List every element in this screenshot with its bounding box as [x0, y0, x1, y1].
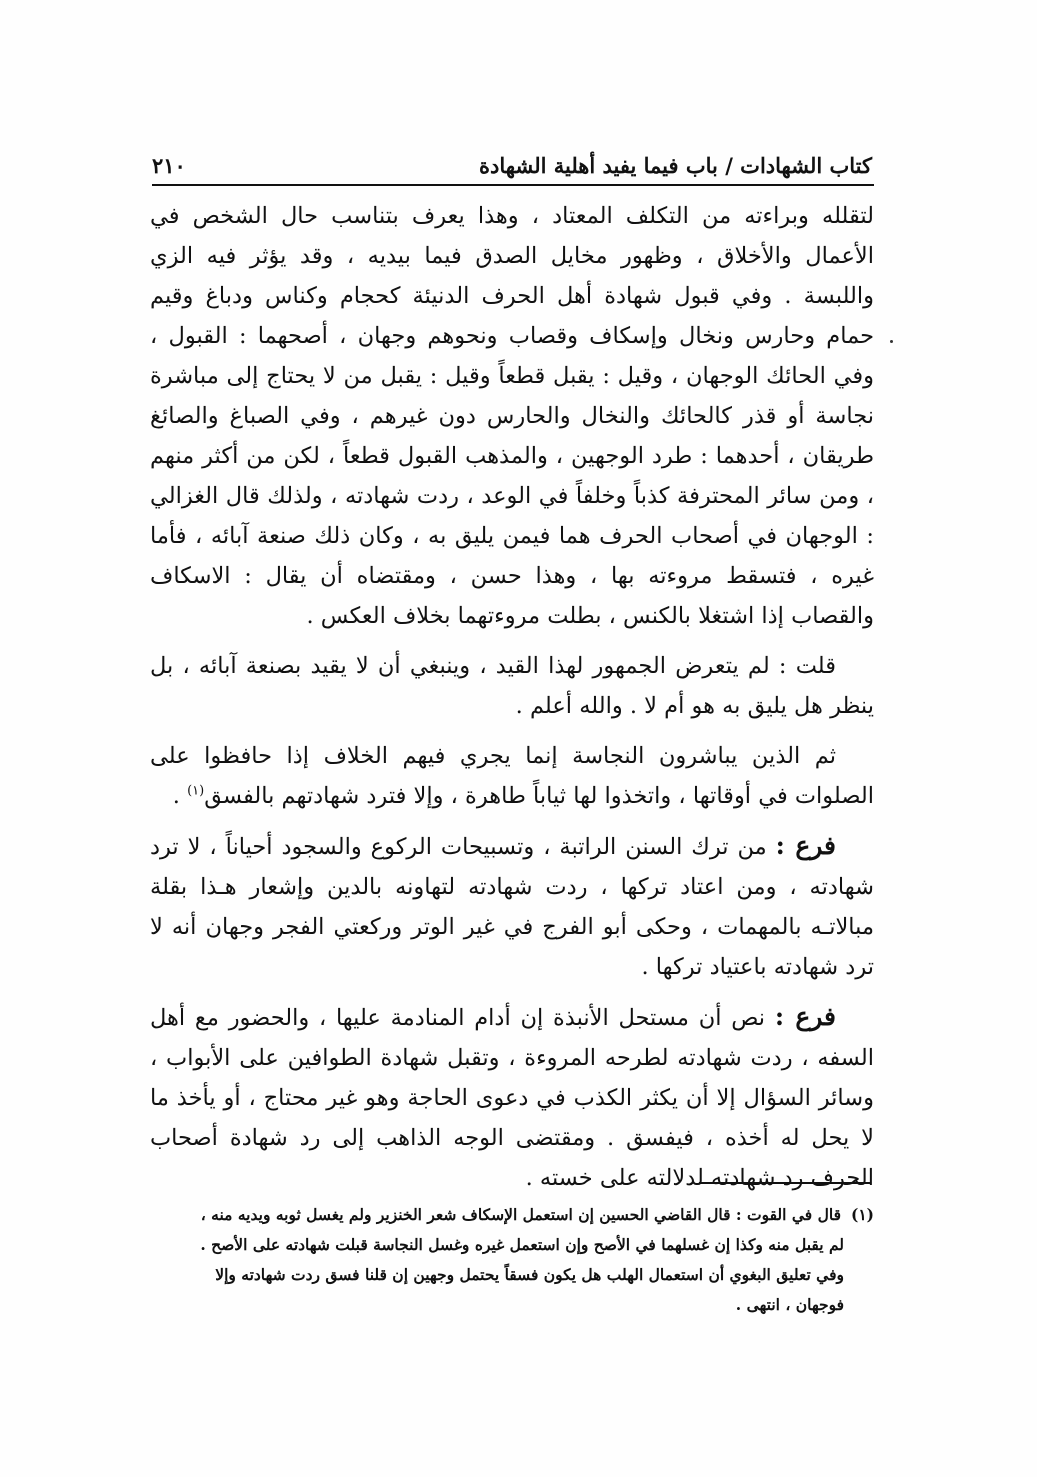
footnote-line-3: وفي تعليق البغوي أن استعمال الهلب هل يكون فسقاً يحتمل وجهين إن قلنا فسق ردت شهادته وإلا	[215, 1265, 844, 1284]
paragraph-1: لتقلله وبراءته من التكلف المعتاد ، وهذا يعرف بتناسب حال الشخص في الأعمال والأخلاق ، وظهور مخايل الصدق فيما بيديه ، وقد يؤثر فيه الزي واللبسة . وفي قبول شهادة أهل الحرف الدنيئة كحجام وكناس ودباغ وقيم حمام وحارس ونخال وإسكاف وقصاب ونحوهم وجهان ، أصحهما : القبول ، وفي الحائك الوجهان ، وقيل : يقبل قطعاً وقيل : يقبل من لا يحتاج إلى مباشرة نجاسة أو قذر كالحائك والنخال والحارس دون غيرهم ، وفي الصباغ والصائغ طريقان ، أحدهما : طرد الوجهين ، والمذهب القبول قطعاً ، لكن من أكثر منهم ، ومن سائر المحترفة كذباً وخلفاً في الوعد ، ردت شهادته ، ولذلك قال الغزالي : الوجهان في أصحاب الحرف هما فيمن يليق به ، وكان ذلك صنعة آبائه ، فأما غيره ، فتسقط مروءته بها ، وهذا حسن ، ومقتضاه أن يقال : الاسكاف والقصاب إذا اشتغلا بالكنس ، بطلت مروءتهما بخلاف العكس .	[150, 203, 874, 629]
paragraph-4	[150, 826, 874, 987]
paragraph-2: قلت : لم يتعرض الجمهور لهذا القيد ، وينبغي أن لا يقيد بصنعة آبائه ، بل ينظر هل يليق به هو أم لا . والله أعلم .	[150, 653, 874, 719]
footnotes	[150, 1200, 874, 1320]
section-label-far: فرع :	[775, 831, 837, 860]
footnote-marker: (١)	[850, 1205, 874, 1224]
paragraph-5-text: نص أن مستحل الأنبذة إن أدام المنادمة عليها ، والحضور مع أهل السفه ، ردت شهادته لطرحه المروءة ، وتقبل شهادة الطوافين على الأبواب ، وسائر السؤال إلا أن يكثر الكذب في دعوى الحاجة وهو غير محتاج ، أو يأخذ ما لا يحل له أخذه ، فيفسق . ومقتضى الوجه الذاهب إلى رد شهادة أصحاب الحرف رد شهادته لدلالته على خسته .	[150, 1005, 874, 1191]
footnote-reference: (١)	[187, 783, 205, 799]
running-title: كتاب الشهادات / باب فيما يفيد أهلية الشهادة	[479, 153, 872, 178]
margin-mark	[890, 340, 893, 343]
main-text	[150, 196, 874, 1208]
paragraph-4-text: من ترك السنن الراتبة ، وتسبيحات الركوع والسجود أحياناً ، لا ترد شهادته ، ومن اعتاد تركها ، ردت شهادته لتهاونه بالدين وإشعار هـذا بقلة مبالاتـه بالمهمات ، وحكى أبو الفرج في غير الوتر وركعتي الفجر وجهان أنه لا ترد شهادته باعتياد تركها .	[150, 834, 874, 980]
header-rule	[152, 184, 874, 186]
footnote-rule	[699, 1182, 871, 1184]
running-header	[152, 138, 872, 178]
paragraph-3-text: ثم الذين يباشرون النجاسة إنما يجري فيهم الخلاف إذا حافظوا على الصلوات في أوقاتها ، واتخذوا لها ثياباً طاهرة ، وإلا فترد شهادتهم بالفسق	[150, 743, 874, 809]
paragraph-3-end: .	[172, 783, 188, 809]
paragraph-3	[150, 736, 874, 816]
footnote-line-1	[150, 1200, 874, 1230]
section-label-far-2: فرع :	[774, 1002, 837, 1031]
page-number: ٢١٠	[152, 153, 186, 178]
footnote-text-1: قال في القوت : قال القاضي الحسين إن استعمل الإسكاف شعر الخنزير ولم يغسل ثوبه ويديه منه ،	[200, 1205, 841, 1224]
footnote-line-2: لم يقبل منه وكذا إن غسلهما في الأصح وإن استعمل غيره وغسل النجاسة قبلت شهادته على الأصح .	[200, 1235, 844, 1254]
paragraph-5	[150, 997, 874, 1198]
footnote-line-4: فوجهان ، انتهى .	[735, 1295, 844, 1314]
